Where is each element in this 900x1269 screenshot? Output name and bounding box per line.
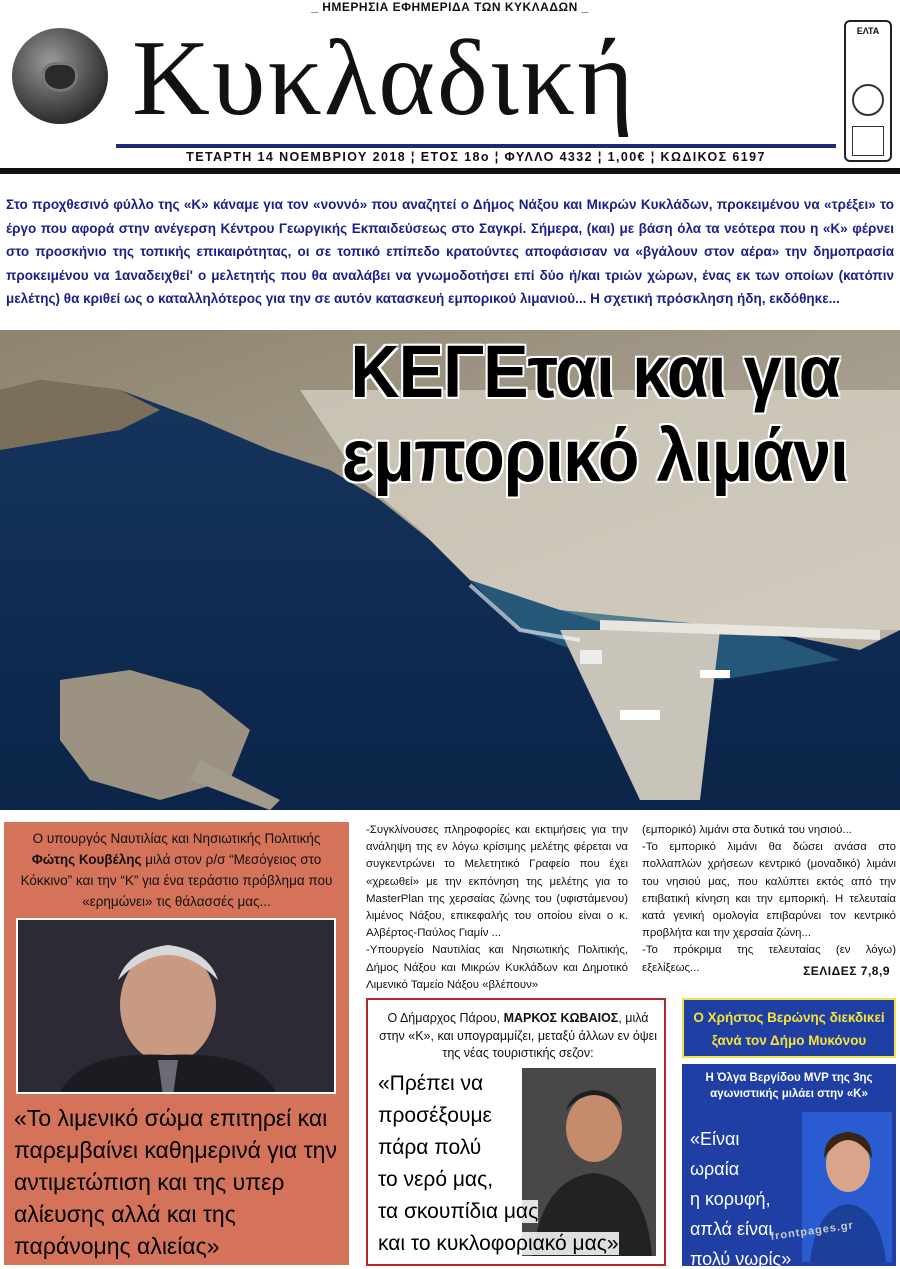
middle-paragraph-1: -Συγκλίνουσες πληροφορίες και εκτιμήσεις για την ανάληψη της εν λόγω κρίσιμης μελέτης φέρεται να συγκεντρώνει το Μελετητικό Γραφείο που έχει «χρεωθεί» με την εκπόνηση της μελέτης για το MasterPlan της χερσαίας ζώνης του (υφιστάμενου) λιμένος Νάξου, επικεφαλής του οποίου είναι ο κ. Αλβέρτος-Παύλος Γιαμίν ... — [366, 824, 628, 940]
minister-intro-pre: Ο υπουργός Ναυτιλίας και Νησιωτικής Πολιτικής — [32, 831, 321, 846]
mayor-quote-line-5 — [378, 1196, 668, 1228]
myconos-headline — [688, 1006, 890, 1052]
ancient-coin-logo — [12, 28, 108, 124]
mayor-story-box — [366, 998, 666, 1266]
olga-quote-line-3: η κορυφή, — [690, 1189, 771, 1209]
right-paragraph-3: -Το πρόκριμα της τελευταίας (εν λόγω) εξελίξεως... — [642, 944, 896, 974]
mayor-quote-line-2 — [378, 1100, 668, 1132]
mayor-quote-text-1: «Πρέπει να — [378, 1072, 484, 1095]
main-headline-line-1: ΚΕΓΕται και για — [350, 330, 840, 413]
mayor-intro-pre: Ο Δήμαρχος Πάρου, — [387, 1011, 504, 1025]
mayor-quote-text-5: τα σκουπίδια μας — [378, 1200, 539, 1223]
minister-story-intro — [14, 828, 339, 912]
mayor-quote-text-6: και το κυκλοφοριακό μας» — [378, 1232, 619, 1255]
myconos-story-box — [682, 998, 896, 1058]
mayor-quote-text-2: προσέξουμε — [378, 1104, 492, 1127]
minister-intro-post: μιλά στον ρ/σ “Μεσόγειος στο Κόκκινο” και την “Κ” για ένα τεράστιο πρόβλημα που «ερημώνει» τις θάλασσές μας... — [20, 852, 333, 909]
olga-quote-line-2: ωραία — [690, 1159, 740, 1179]
newspaper-title: Κυκλαδική — [132, 19, 636, 138]
minister-story-box — [4, 822, 349, 1265]
page-reference: ΣΕΛΙΔΕΣ 7,8,9 — [803, 964, 890, 978]
story-column-middle — [366, 822, 628, 994]
olga-headline: Η Όλγα Βεργίδου MVP της 3ης αγωνιστικής μιλάει στην «Κ» — [705, 1072, 873, 1100]
main-headline-line-2: εμπορικό λιμάνι — [341, 414, 849, 497]
mayor-intro-post: , μιλά στην «Κ», και υπογραμμίζει, μεταξύ άλλων εν όψει της νέας τουριστικής σεζον: — [378, 1011, 658, 1060]
olga-quote-line-4: απλά είναι — [690, 1219, 773, 1239]
mayor-quote-text-3: πάρα πολύ — [378, 1136, 482, 1159]
lead-intro-paragraph: Στο προχθεσινό φύλλο της «Κ» κάναμε για τον «νοννό» που αναζητεί ο Δήμος Νάξου και Μικρών Κυκλάδων, προκειμένου να «τρέξει» το έργο που αφορά στην ανέγερση Κέντρου Γεωργικής Εκπαιδεύσεως στο Σαγκρί. Σήμερα, (και) με βάση όλα τα νεότερα που η «Κ» φέρνει στο προσκήνιο της τοπικής επικαιρότητας, οι σε τοπικό επίπεδο κρατούντες αποφάσισαν να «βγάλουν στον αέρα» την δημοπρασία προκειμένου να 1αναδειχθεί' ο μελετητής που θα αναλάβει να γνωμοδοτήσει επί δύο ή/και τριών χώρων, ένας εκ των οποίων (κατόπιν μελέτης) θα κριθεί ως ο καταλληλότερος για την σε αυτόν κατασκευή εμπορικού λιμανιού... Η σχετική πρόσκληση ήδη, εκδόθηκε... — [6, 197, 894, 306]
masthead-tagline: _ ΗΜΕΡΗΣΙΑ ΕΦΗΜΕΡΙΔΑ ΤΩΝ ΚΥΚΛΑΔΩΝ _ — [311, 0, 589, 14]
mayor-quote-line-4 — [378, 1164, 668, 1196]
minister-portrait-illustration — [18, 920, 336, 1094]
story-column-right — [642, 822, 896, 977]
mayor-quote-text-4: το νερό μας, — [378, 1168, 494, 1191]
myconos-headline-line-2: ξανά τον Δήμο Μυκόνου — [711, 1033, 867, 1048]
myconos-headline-line-1: Ο Χρήστος Βερώνης διεκδικεί — [693, 1010, 885, 1025]
masthead-black-rule — [0, 168, 900, 174]
minister-quote: «Το λιμενικό σώμα επιτηρεί και παρεμβαίνει καθημερινά για την αντιμετώπιση και της υπερ αλίευσης αλλά και της παράνομης αλιείας» — [14, 1105, 337, 1259]
main-headline — [324, 330, 867, 498]
minister-name: Φώτης Κουβέλης — [31, 852, 142, 867]
mayor-quote — [378, 1068, 668, 1260]
olga-quote-line-1: «Είναι — [690, 1129, 740, 1149]
masthead-blue-rule — [116, 144, 836, 148]
olga-quote — [690, 1124, 890, 1269]
issue-info-line: ΤΕΤΑΡΤΗ 14 ΝΟΕΜΒΡΙΟΥ 2018 ¦ ΕΤΟΣ 18ο ¦ ΦΥΛΛΟ 4332 ¦ 1,00€ ¦ ΚΩΔΙΚΟΣ 6197 — [186, 150, 766, 164]
elta-postage-mark — [844, 20, 892, 162]
mayor-quote-line-3 — [378, 1132, 668, 1164]
middle-paragraph-2: -Υπουργείο Ναυτιλίας και Νησιωτικής Πολιτικής, Δήμος Νάξου και Μικρών Κυκλάδων και Δημοτικό Λιμενικό Ταμείο Νάξου «βλέπουν» — [366, 944, 628, 991]
mayor-story-intro — [378, 1010, 658, 1063]
site-watermark: frontpages.gr — [769, 1219, 855, 1243]
elta-seal-icon — [852, 84, 884, 116]
elta-label: ΕΛΤΑ — [856, 26, 880, 36]
elta-permit-box — [852, 126, 884, 156]
mayor-quote-line-6 — [378, 1228, 668, 1260]
mayor-quote-line-1 — [378, 1068, 668, 1100]
right-paragraph-2: -Το εμπορικό λιμάνι θα δώσει ανάσα στο πολλαπλών χρήσεων κεντρικό (μοναδικό) λιμάνι του νησιού μας, που καλύπτει εκτός από την επιβατική κίνηση και την εμπορική. Η τελευταία κατά γενική ομολογία επιβαρύνει τον κεντρικό προβλήτα και την χερσαία ζώνη... — [642, 841, 896, 940]
mayor-name: ΜΑΡΚΟΣ ΚΩΒΑΙΟΣ — [503, 1011, 619, 1025]
right-paragraph-1: (εμπορικό) λιμάνι στα δυτικά του νησιού... — [642, 824, 852, 836]
olga-quote-line-5: πολύ νωρίς» — [690, 1249, 792, 1269]
minister-photo — [16, 918, 336, 1094]
